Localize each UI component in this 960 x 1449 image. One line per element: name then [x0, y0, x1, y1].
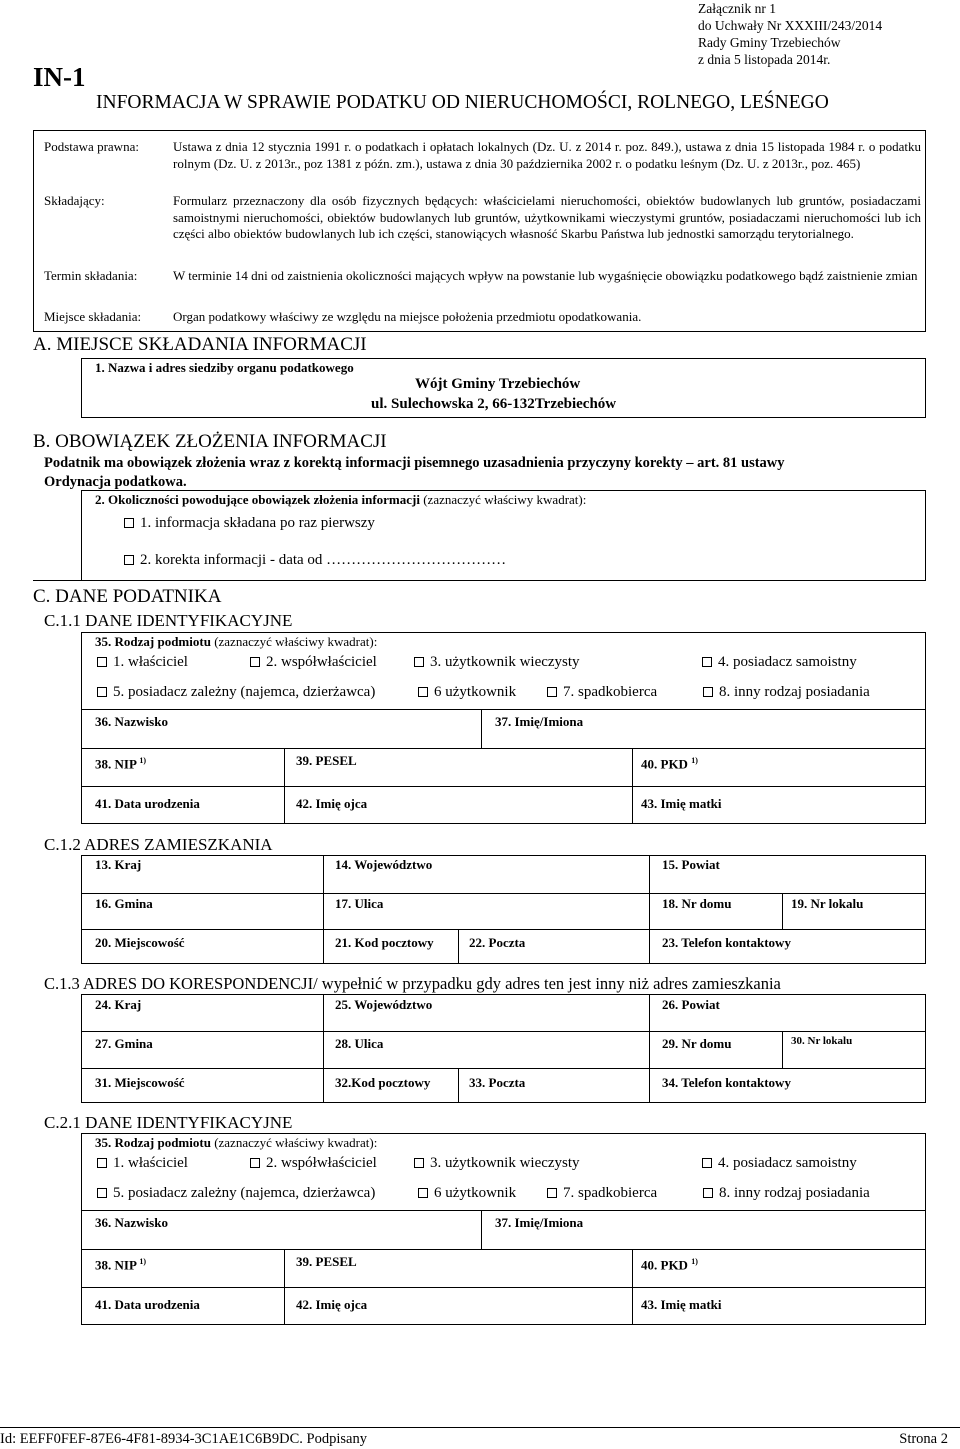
correspondence-border-left	[81, 994, 82, 1103]
pkd-field[interactable]	[641, 1257, 698, 1273]
correspondence-border-top	[81, 994, 926, 995]
subject-option[interactable]	[414, 654, 580, 671]
section-c-title: C. DANE PODATNIKA	[33, 586, 222, 607]
locality-field[interactable]: 20. Miejscowość	[95, 935, 185, 950]
corr-street-field[interactable]: 28. Ulica	[335, 1036, 384, 1051]
option-label: 6 użytkownik	[434, 1185, 517, 1201]
corr-county-field[interactable]: 26. Powiat	[662, 997, 720, 1012]
nip-label: 38. NIP	[95, 1257, 137, 1273]
correspondence-cell-divider	[323, 994, 324, 1103]
checkbox[interactable]	[97, 1158, 107, 1168]
nip-label: 38. NIP	[95, 756, 137, 772]
ident-border-bottom	[81, 823, 926, 824]
post-office-field[interactable]: 22. Poczta	[469, 935, 526, 950]
residence-cell-divider	[323, 855, 324, 964]
option-label: 8. inny rodzaj posiadania	[719, 1185, 870, 1201]
subject-type-label	[95, 634, 377, 650]
pesel-field[interactable]: 39. PESEL	[296, 1254, 357, 1269]
document-id: Id: EEFF0FEF-87E6-4F81-8934-3C1AE1C6B9DC. Podpisany	[0, 1431, 367, 1447]
ident2-row-line	[81, 1287, 926, 1288]
checkbox[interactable]	[97, 657, 107, 667]
checkbox[interactable]	[414, 657, 424, 667]
nip-field[interactable]	[95, 756, 146, 772]
correspondence-title: C.1.3 ADRES DO KORESPONDENCJI/ wypełnić w przypadku gdy adres ten jest inny niż adres zamieszkania	[44, 974, 781, 993]
ident-row-line	[81, 786, 926, 787]
section-b-border-top	[81, 490, 926, 491]
ident-border-right	[925, 632, 926, 824]
checkbox[interactable]	[547, 687, 557, 697]
legal-basis-label: Podstawa prawna:	[44, 139, 139, 154]
deadline-label: Termin składania:	[44, 268, 138, 283]
ident2-border-right	[925, 1133, 926, 1325]
phone-field[interactable]: 23. Telefon kontaktowy	[662, 935, 791, 950]
father-name-field[interactable]: 42. Imię ojca	[296, 1297, 368, 1312]
mother-name-field[interactable]: 43. Imię matki	[641, 1297, 722, 1312]
footnote-mark: 1)	[691, 756, 698, 765]
page-number: Strona 2	[899, 1431, 948, 1447]
option-label: 7. spadkobierca	[563, 684, 658, 700]
option-label: 8. inny rodzaj posiadania	[719, 684, 870, 700]
subject-option[interactable]	[702, 654, 857, 671]
attachment-line: Rady Gminy Trzebiechów	[698, 35, 841, 50]
residence-row-line	[81, 929, 926, 930]
section-b-border-right	[925, 490, 926, 580]
residence-cell-divider	[649, 855, 650, 964]
subject-option[interactable]	[97, 1185, 375, 1202]
section-a-border-right	[925, 358, 926, 418]
option-label: 4. posiadacz samoistny	[718, 654, 857, 670]
footnote-mark: 1)	[139, 756, 147, 765]
commune-field[interactable]: 16. Gmina	[95, 896, 153, 911]
intro-border-top	[33, 130, 926, 131]
subject-option[interactable]	[418, 684, 516, 701]
attachment-note	[698, 0, 953, 68]
ident-border-top	[81, 632, 926, 633]
residence-border-bottom	[81, 963, 926, 964]
correction-option[interactable]	[124, 552, 506, 569]
subject-type-bold: 35. Rodzaj podmiotu	[95, 634, 211, 649]
attachment-line: z dnia 5 listopada 2014r.	[698, 52, 831, 67]
corr-apartment-number-field[interactable]: 30. Nr lokalu	[791, 1035, 853, 1047]
submitter-text: Formularz przeznaczony dla osób fizycznych będących: właścicielami nieruchomości, obiektów budowlanych lub gruntów, posiadaczami samoistnymi nieruchomości, obiektów budowlanych lub gruntów, użytkownikami wieczystymi gruntów, posiadaczami nieruchomości lub ich części albo obiektów budowlanych lub ich części, stanowiących własność Skarbu Państwa lub jednostki samorządu terytorialnego.	[173, 193, 921, 241]
ident-row-line	[81, 709, 926, 710]
office-field-label: 1. Nazwa i adres siedziby organu podatkowego	[95, 360, 354, 375]
place-text: Organ podatkowy właściwy ze względu na miejsce położenia przedmiotu opodatkowania.	[173, 309, 642, 324]
subject-option[interactable]	[547, 684, 657, 701]
section-a-border-top	[81, 358, 926, 359]
subject-option[interactable]	[547, 1185, 657, 1202]
checkbox[interactable]	[547, 1188, 557, 1198]
checkbox[interactable]	[418, 1188, 428, 1198]
intro-border-right	[925, 130, 926, 332]
first-name-field[interactable]: 37. Imię/Imiona	[495, 714, 584, 729]
section-a-border-left	[81, 358, 82, 418]
section-a-border-bottom	[81, 417, 926, 418]
birth-date-field[interactable]: 41. Data urodzenia	[95, 796, 200, 811]
ident-title: C.1.1 DANE IDENTYFIKACYJNE	[44, 611, 293, 630]
checkbox[interactable]	[250, 657, 260, 667]
option-label: 1. informacja składana po raz pierwszy	[140, 515, 375, 531]
option-label: 1. właściciel	[113, 654, 188, 670]
checkbox[interactable]	[702, 1158, 712, 1168]
corr-country-field[interactable]: 24. Kraj	[95, 997, 142, 1012]
intro-border-left	[33, 130, 34, 332]
correspondence-cell-divider	[649, 994, 650, 1103]
circumstances-label	[95, 492, 586, 508]
option-label: 2. współwłaściciel	[266, 1155, 377, 1171]
section-b-border-left	[81, 490, 82, 580]
checkbox[interactable]	[97, 687, 107, 697]
option-label: 3. użytkownik wieczysty	[430, 1155, 580, 1171]
circumstances-hint: (zaznaczyć właściwy kwadrat):	[423, 492, 587, 507]
pesel-field[interactable]: 39. PESEL	[296, 753, 357, 768]
office-name: Wójt Gminy Trzebiechów	[415, 376, 581, 392]
checkbox[interactable]	[703, 687, 713, 697]
ident2-title: C.2.1 DANE IDENTYFIKACYJNE	[44, 1113, 293, 1132]
ident2-border-top	[81, 1133, 926, 1134]
corr-commune-field[interactable]: 27. Gmina	[95, 1036, 153, 1051]
birth-date-field[interactable]: 41. Data urodzenia	[95, 1297, 200, 1312]
option-label: 2. współwłaściciel	[266, 654, 377, 670]
checkbox[interactable]	[703, 1188, 713, 1198]
submitter-label: Składający:	[44, 193, 105, 208]
postal-code-field[interactable]: 21. Kod pocztowy	[335, 935, 434, 950]
checkbox[interactable]	[418, 687, 428, 697]
ident2-cell-divider	[481, 1210, 482, 1250]
option-label: 5. posiadacz zależny (najemca, dzierżawca)	[113, 1185, 376, 1201]
subject-option[interactable]	[702, 1155, 857, 1172]
voivodeship-field[interactable]: 14. Województwo	[335, 857, 433, 872]
subject-option[interactable]	[703, 1185, 870, 1202]
subject-type-label	[95, 1135, 377, 1151]
option-label: 2. korekta informacji - data od ………………………………	[140, 552, 507, 568]
country-field[interactable]: 13. Kraj	[95, 857, 142, 872]
option-label: 1. właściciel	[113, 1155, 188, 1171]
option-label: 7. spadkobierca	[563, 1185, 658, 1201]
subject-option[interactable]	[703, 684, 870, 701]
street-field[interactable]: 17. Ulica	[335, 896, 384, 911]
nip-field[interactable]	[95, 1257, 146, 1273]
subject-type-hint: (zaznaczyć właściwy kwadrat):	[214, 1135, 378, 1150]
attachment-line: do Uchwały Nr XXXIII/243/2014	[698, 18, 883, 33]
pkd-field[interactable]	[641, 756, 698, 772]
ident-border-left	[81, 632, 82, 824]
surname-field[interactable]: 36. Nazwisko	[95, 714, 168, 729]
ident2-cell-divider	[284, 1249, 285, 1325]
subject-option[interactable]	[97, 1155, 188, 1172]
corr-locality-field[interactable]: 31. Miejscowość	[95, 1075, 185, 1090]
correspondence-border-bottom	[81, 1102, 926, 1103]
form-code: IN-1	[33, 62, 86, 92]
page-title: INFORMACJA W SPRAWIE PODATKU OD NIERUCHOMOŚCI, ROLNEGO, LEŚNEGO	[96, 92, 829, 113]
father-name-field[interactable]: 42. Imię ojca	[296, 796, 368, 811]
subject-option[interactable]	[97, 684, 375, 701]
pkd-label: 40. PKD	[641, 1257, 688, 1273]
deadline-text: W terminie 14 dni od zaistnienia okoliczności mających wpływ na powstanie lub wygaśnięcie obowiązku podatkowego bądź zaistnienie zmian	[173, 268, 918, 283]
first-submission-option[interactable]	[124, 515, 375, 532]
ident2-border-bottom	[81, 1324, 926, 1325]
ident2-cell-divider	[632, 1249, 633, 1325]
checkbox[interactable]	[250, 1158, 260, 1168]
option-label: 5. posiadacz zależny (najemca, dzierżawca)	[113, 684, 376, 700]
ident-row-line	[81, 748, 926, 749]
ident2-row-line	[81, 1249, 926, 1250]
pkd-label: 40. PKD	[641, 756, 688, 772]
corr-postal-code-field[interactable]: 32.Kod pocztowy	[335, 1075, 431, 1090]
correspondence-row-line	[81, 1031, 926, 1032]
subject-option[interactable]	[418, 1185, 516, 1202]
option-label: 3. użytkownik wieczysty	[430, 654, 580, 670]
residence-title: C.1.2 ADRES ZAMIESZKANIA	[44, 835, 273, 854]
ident2-border-left	[81, 1133, 82, 1325]
correspondence-cell-divider	[458, 1068, 459, 1103]
checkbox[interactable]	[702, 657, 712, 667]
obligation-note: Podatnik ma obowiązek złożenia wraz z korektą informacji pisemnego uzasadnienia przyczyny korekty – art. 81 ustawy	[44, 455, 785, 471]
office-address: ul. Sulechowska 2, 66-132Trzebiechów	[371, 396, 617, 412]
surname-field[interactable]: 36. Nazwisko	[95, 1215, 168, 1230]
place-label: Miejsce składania:	[44, 309, 142, 324]
circumstances-label-bold: 2. Okoliczności powodujące obowiązek złożenia informacji	[95, 492, 420, 507]
attachment-line: Załącznik nr 1	[698, 1, 776, 16]
footer-divider	[0, 1427, 960, 1428]
subject-option[interactable]	[250, 654, 377, 671]
subject-type-hint: (zaznaczyć właściwy kwadrat):	[214, 634, 378, 649]
residence-border-top	[81, 855, 926, 856]
house-number-field[interactable]: 18. Nr domu	[662, 896, 732, 911]
subject-option[interactable]	[97, 654, 188, 671]
section-b-border-bottom	[33, 580, 926, 581]
residence-row-line	[81, 893, 926, 894]
mother-name-field[interactable]: 43. Imię matki	[641, 796, 722, 811]
corr-phone-field[interactable]: 34. Telefon kontaktowy	[662, 1075, 791, 1090]
first-name-field[interactable]: 37. Imię/Imiona	[495, 1215, 584, 1230]
county-field[interactable]: 15. Powiat	[662, 857, 720, 872]
corr-voivodeship-field[interactable]: 25. Województwo	[335, 997, 433, 1012]
corr-post-office-field[interactable]: 33. Poczta	[469, 1075, 526, 1090]
residence-border-right	[925, 855, 926, 964]
apartment-number-field[interactable]: 19. Nr lokalu	[791, 896, 864, 911]
footnote-mark: 1)	[139, 1257, 147, 1266]
footnote-mark: 1)	[691, 1257, 698, 1266]
subject-option[interactable]	[250, 1155, 377, 1172]
checkbox[interactable]	[414, 1158, 424, 1168]
option-label: 6 użytkownik	[434, 684, 517, 700]
ident-cell-divider	[284, 748, 285, 824]
legal-basis-text: Ustawa z dnia 12 stycznia 1991 r. o podatkach i opłatach lokalnych (Dz. U. z 2014 r. poz. 849.), ustawa z dnia 15 listopada 1984 r. o podatku rolnym (Dz. U. z 2013r., poz 1381 z późn. zm.), ustawa z dnia 30 października 2002 r. o podatku leśnym (Dz. U. z 2013r., poz. 465)	[173, 139, 921, 171]
checkbox[interactable]	[97, 1188, 107, 1198]
corr-house-number-field[interactable]: 29. Nr domu	[662, 1036, 732, 1051]
correspondence-row-line	[81, 1068, 926, 1069]
obligation-note-cont: Ordynacja podatkowa.	[44, 474, 187, 490]
residence-cell-divider	[782, 893, 783, 930]
option-label: 4. posiadacz samoistny	[718, 1155, 857, 1171]
ident-cell-divider	[481, 709, 482, 749]
intro-border-bottom	[33, 331, 926, 332]
checkbox[interactable]	[124, 555, 134, 565]
ident2-row-line	[81, 1210, 926, 1211]
correspondence-border-right	[925, 994, 926, 1103]
subject-type-bold: 35. Rodzaj podmiotu	[95, 1135, 211, 1150]
checkbox[interactable]	[124, 518, 134, 528]
ident-cell-divider	[632, 748, 633, 824]
subject-option[interactable]	[414, 1155, 580, 1172]
correspondence-cell-divider	[782, 1031, 783, 1069]
section-a-title: A. MIEJSCE SKŁADANIA INFORMACJI	[33, 334, 367, 355]
section-b-title: B. OBOWIĄZEK ZŁOŻENIA INFORMACJI	[33, 431, 387, 452]
residence-cell-divider	[458, 929, 459, 964]
residence-border-left	[81, 855, 82, 964]
